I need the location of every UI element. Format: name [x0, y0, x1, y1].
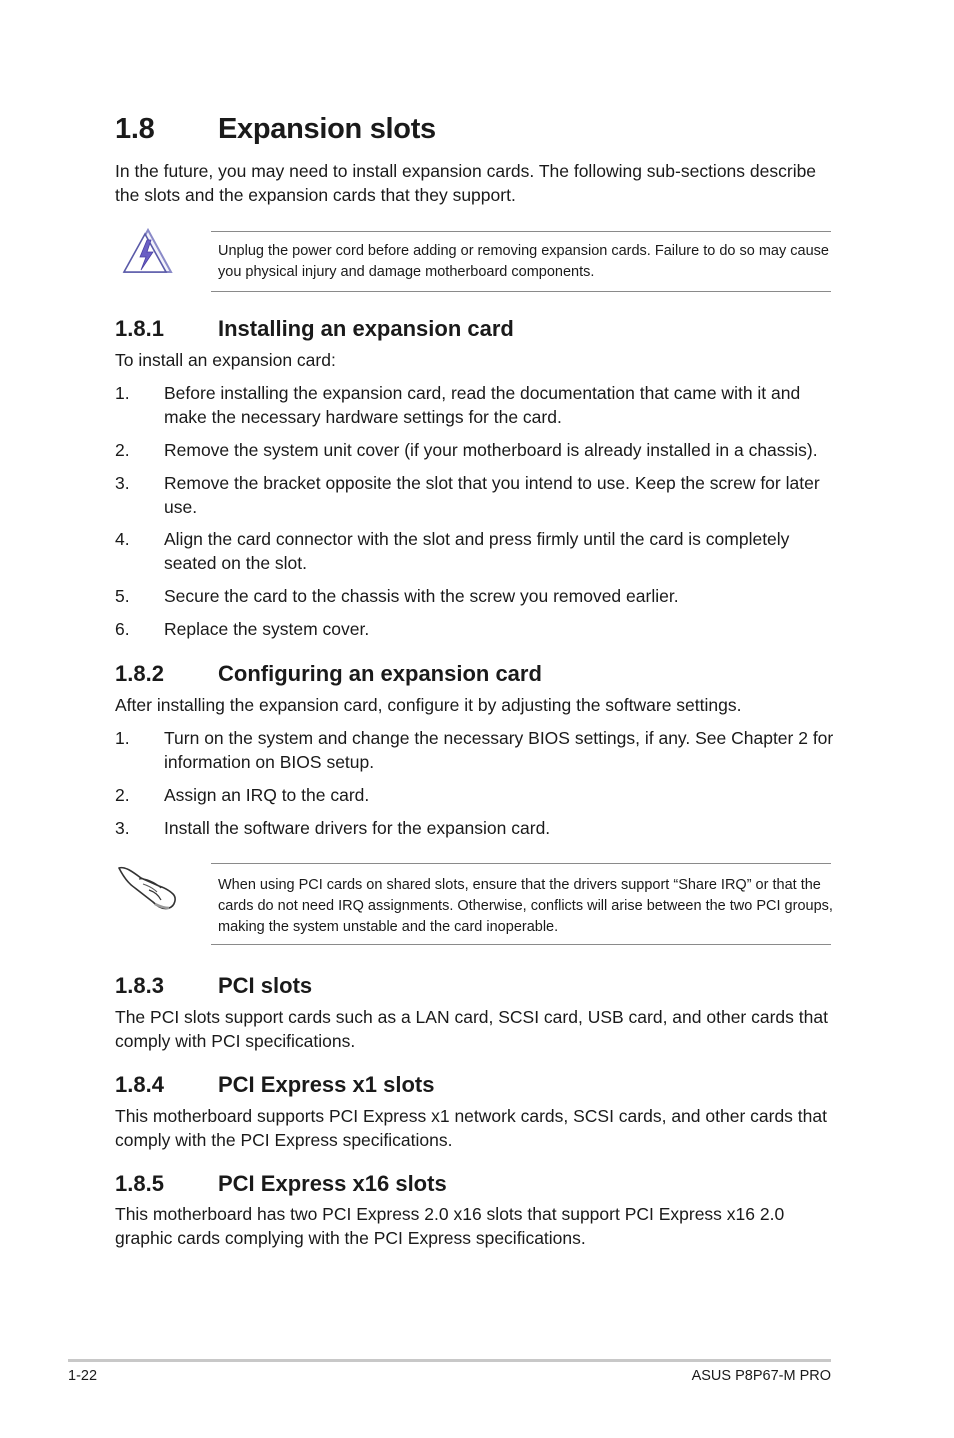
list-item-text: Install the software drivers for the expansion card.: [164, 818, 551, 838]
warning-text: Unplug the power cord before adding or removing expansion cards. Failure to do so may cause you physical injury and damage motherboard components.: [218, 243, 829, 280]
section-number: 1.8: [115, 113, 155, 145]
warning-triangle-icon: [121, 226, 173, 276]
list-item-number: 1.: [115, 383, 130, 403]
subsection-number: 1.8.1: [115, 316, 164, 341]
subsection-title: Installing an expansion card: [218, 316, 514, 341]
list-item-number: 3.: [115, 473, 130, 493]
pointing-hand-icon: [115, 862, 179, 914]
list-item-number: 1.: [115, 728, 130, 748]
list-item-text: Align the card connector with the slot and press firmly until the card is completely seated on the slot.: [164, 529, 790, 573]
intro-paragraph: In the future, you may need to install expansion cards. The following sub-sections describe the slots and the expansion cards that they support.: [115, 161, 817, 205]
subsection-heading-pci: [115, 973, 835, 1001]
list-item-text: Secure the card to the chassis with the screw you removed earlier.: [164, 586, 679, 606]
note-text: When using PCI cards on shared slots, ensure that the drivers support “Share IRQ” or that the cards do not need IRQ assignments. Otherwise, conflicts will arise between the two PCI groups, making the system unstable and the card inoperable.: [218, 877, 833, 935]
list-item-number: 5.: [115, 586, 130, 606]
subsection-title: PCI slots: [218, 973, 313, 998]
list-item-number: 2.: [115, 785, 130, 805]
note-notice: [211, 863, 831, 945]
subsection-title: PCI Express x16 slots: [218, 1171, 447, 1196]
list-item-number: 3.: [115, 818, 130, 838]
list-item-text: Replace the system cover.: [164, 619, 370, 639]
footer-divider: [68, 1359, 831, 1362]
warning-notice: [211, 231, 831, 292]
list-item-number: 4.: [115, 529, 130, 549]
subsection-heading-configuring: [115, 661, 835, 689]
subsection-heading-pcie-x1: [115, 1072, 835, 1100]
installing-lead: To install an expansion card:: [115, 350, 336, 370]
list-item-number: 6.: [115, 619, 130, 639]
section-title: Expansion slots: [218, 113, 436, 145]
list-item-text: Remove the bracket opposite the slot that you intend to use. Keep the screw for later use.: [164, 473, 820, 517]
list-item-text: Remove the system unit cover (if your motherboard is already installed in a chassis).: [164, 440, 818, 460]
subsection-number: 1.8.5: [115, 1171, 164, 1196]
list-item-text: Turn on the system and change the necessary BIOS settings, if any. See Chapter 2 for information on BIOS setup.: [164, 728, 834, 772]
subsection-number: 1.8.2: [115, 661, 164, 686]
pcie-x16-paragraph: This motherboard has two PCI Express 2.0 x16 slots that support PCI Express x16 2.0 graphic cards complying with the PCI Express specifications.: [115, 1204, 785, 1248]
product-name: ASUS P8P67-M PRO: [691, 1368, 831, 1384]
subsection-heading-installing: [115, 316, 835, 344]
subsection-title: Configuring an expansion card: [218, 661, 542, 686]
pcie-x1-paragraph: This motherboard supports PCI Express x1 network cards, SCSI cards, and other cards that comply with the PCI Express specifications.: [115, 1106, 827, 1150]
subsection-heading-pcie-x16: [115, 1171, 835, 1199]
pci-paragraph: The PCI slots support cards such as a LAN card, SCSI card, USB card, and other cards that comply with PCI specifications.: [115, 1007, 828, 1051]
subsection-title: PCI Express x1 slots: [218, 1072, 435, 1097]
configuring-lead: After installing the expansion card, configure it by adjusting the software settings.: [115, 695, 742, 715]
list-item-text: Before installing the expansion card, read the documentation that came with it and make the necessary hardware settings for the card.: [164, 383, 801, 427]
list-item-number: 2.: [115, 440, 130, 460]
subsection-number: 1.8.4: [115, 1072, 164, 1097]
page-number: 1-22: [68, 1368, 98, 1384]
list-item-text: Assign an IRQ to the card.: [164, 785, 370, 805]
subsection-number: 1.8.3: [115, 973, 164, 998]
